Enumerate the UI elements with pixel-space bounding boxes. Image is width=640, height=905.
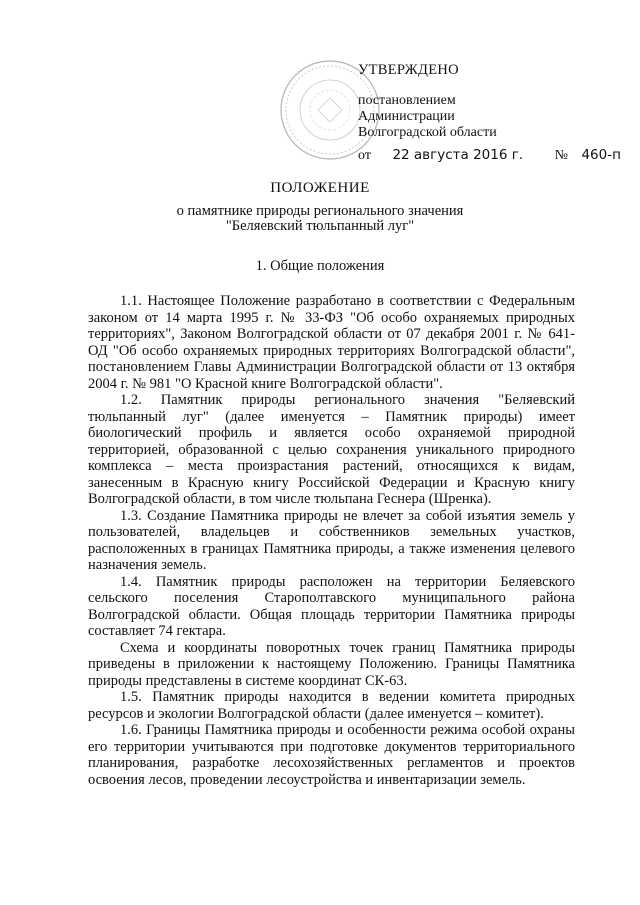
document-title: ПОЛОЖЕНИЕ (270, 180, 370, 196)
subtitle-line-1: о памятнике природы регионального значения (176, 203, 464, 219)
paragraph-1-3: 1.3. Создание Памятника природы не влечет за собой изъятия земель у пользователей, владельцев и собственников земельных участков, расположенных в границах Памятника природы, а также изменения целевого назначения земель. (88, 507, 575, 573)
section-heading: 1. Общие положения (255, 258, 385, 274)
paragraph-scheme: Схема и координаты поворотных точек границ Памятника природы приведены в приложении к настоящему Положению. Границы Памятника природы представлены в системе координат СК-63. (88, 639, 575, 689)
paragraph-1-4: 1.4. Памятник природы расположен на территории Беляевского сельского поселения Старополтавского муниципального района Волгоградской области. Общая площадь территории Памятника природы составляет 74 гектара. (88, 573, 575, 639)
approval-line-1: постановлением (358, 93, 456, 108)
approval-line-2: Администрации (358, 109, 455, 124)
approval-date: 22 августа 2016 г. (392, 147, 524, 163)
paragraph-1-2: 1.2. Памятник природы регионального значения "Беляевский тюльпанный луг" (далее именуется – Памятник природы) имеет биологический профиль и является особо охраняемой природной территорией, образованной с целью сохранения уникального природного комплекса – места произрастания растений, относящихся к видам, занесенным в Красную книгу Российской Федерации и Красную книгу Волгоградской области, в том числе тюльпана Геснера (Шренка). (88, 392, 575, 507)
document-body (88, 293, 575, 788)
approval-number: 460-п (581, 147, 621, 163)
approval-heading: УТВЕРЖДЕНО (358, 62, 459, 78)
approval-block (358, 62, 621, 163)
date-prefix: от (358, 148, 371, 163)
paragraph-1-1: 1.1. Настоящее Положение разработано в соответствии с Федеральным законом от 14 марта 1995 г. № 33-ФЗ "Об особо охраняемых природных территориях", Законом Волгоградской области от 07 декабря 2001 г. № 641-ОД "Об особо охраняемых природных территориях Волгоградской области", постановлением Главы Администрации Волгоградской области от 13 октября 2004 г. № 981 "О Красной книге Волгоградской области". (88, 293, 575, 392)
subtitle-line-2: "Беляевский тюльпанный луг" (225, 218, 415, 234)
approval-line-3: Волгоградской области (358, 125, 497, 140)
number-label: № (554, 148, 568, 163)
paragraph-1-5: 1.5. Памятник природы находится в ведении комитета природных ресурсов и экологии Волгоградской области (далее именуется – комитет). (88, 689, 575, 722)
approval-date-line (358, 147, 621, 164)
paragraph-1-6: 1.6. Границы Памятника природы и особенности режима особой охраны его территории учитываются при подготовке документов территориального планирования, разработке лесохозяйственных регламентов и проектов освоения лесов, проведении лесоустройства и инвентаризации земель. (88, 722, 575, 788)
document-subtitle (0, 204, 640, 234)
